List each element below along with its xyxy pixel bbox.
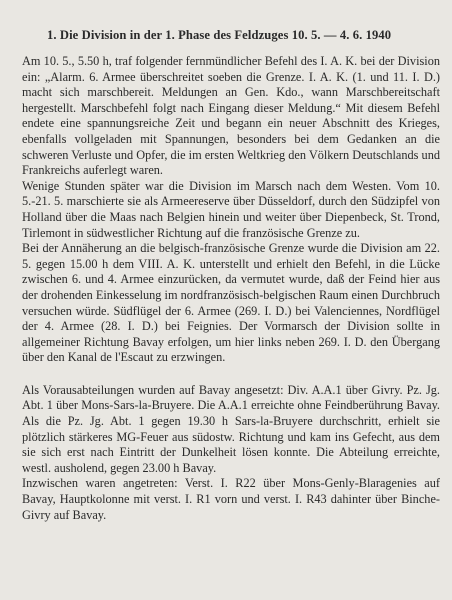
paragraph: Inzwischen waren angetreten: Verst. I. R22 über Mons-Genly-Blaragenies auf Bavay, Hauptkolonne mit verst. I. R1 vorn und verst. I. R43 dahinter über Binche-Givry auf Bavay. — [22, 476, 440, 522]
paragraph: Bei der Annäherung an die belgisch-französische Grenze wurde die Division am 22. 5. gegen 15.00 h dem VIII. A. K. unterstellt und erhielt den Befehl, in die Lücke zwischen 6. und 4. Armee einzurücken, da vermutet wurde, daß der Feind hier aus der drohenden Einkesselung im nordfranzösisch-belgischen Raum einen Durchbruch versuchen würde. Südflügel der 6. Armee (269. I. D.) bei Valenciennes, Nordflügel der 4. Armee (28. I. D.) bei Feignies. Der Vormarsch der Division sollte in allgemeiner Richtung Bavay erfolgen, um hier links neben 269. I. D. den Übergang über den Kanal de l'Escaut zu erzwingen. — [22, 241, 440, 365]
paragraph: Als Vorausabteilungen wurden auf Bavay angesetzt: Div. A.A.1 über Givry. Pz. Jg. Abt. 1 über Mons-Sars-la-Bruyere. Die A.A.1 erreichte ohne Feindberührung Bavay. Als die Pz. Jg. Abt. 1 gegen 19.30 h Sars-la-Bruyere durchschritt, erhielt sie plötzlich stärkeres MG-Feuer aus südostw. Richtung und kam ins Gefecht, aus dem sie sich erst nach Eintritt der Dunkelheit lösen konnte. Die Abteilung erreichte, westl. ausholend, gegen 23.00 h Bavay. — [22, 382, 440, 475]
paragraph: Am 10. 5., 5.50 h, traf folgender fernmündlicher Befehl des I. A. K. bei der Division ein: „Alarm. 6. Armee überschreitet soeben die Grenze. I. A. K. (1. und 11. I. D.) macht sich marschbereit. Meldungen an Gen. Kdo., wann Marschbereitschaft hergestellt. Marschbefehl folgt nach Eingang dieser Meldung.“ Mit diesem Befehl endete eine spannungsreiche Zeit und begann ein neuer Abschnitt des Krieges, ebenfalls vollgeladen mit Spannungen, besonders bei dem Gedanken an die schweren Verluste und Opfer, die im ersten Weltkrieg den Völkern Deutschlands und Frankreichs auferlegt waren. — [22, 54, 440, 178]
section-heading: 1. Die Division in der 1. Phase des Feldzuges 10. 5. — 4. 6. 1940 — [47, 28, 392, 42]
body-text — [22, 54, 440, 523]
paragraph: Wenige Stunden später war die Division im Marsch nach dem Westen. Vom 10. 5.-21. 5. marschierte sie als Armeereserve über Düsseldorf, durch den Südzipfel von Holland über die Maas nach Belgien hinein und weiter über Diepenbeck, St. Trond, Tirlemont in südwestlicher Richtung auf die französische Grenze zu. — [22, 178, 440, 240]
